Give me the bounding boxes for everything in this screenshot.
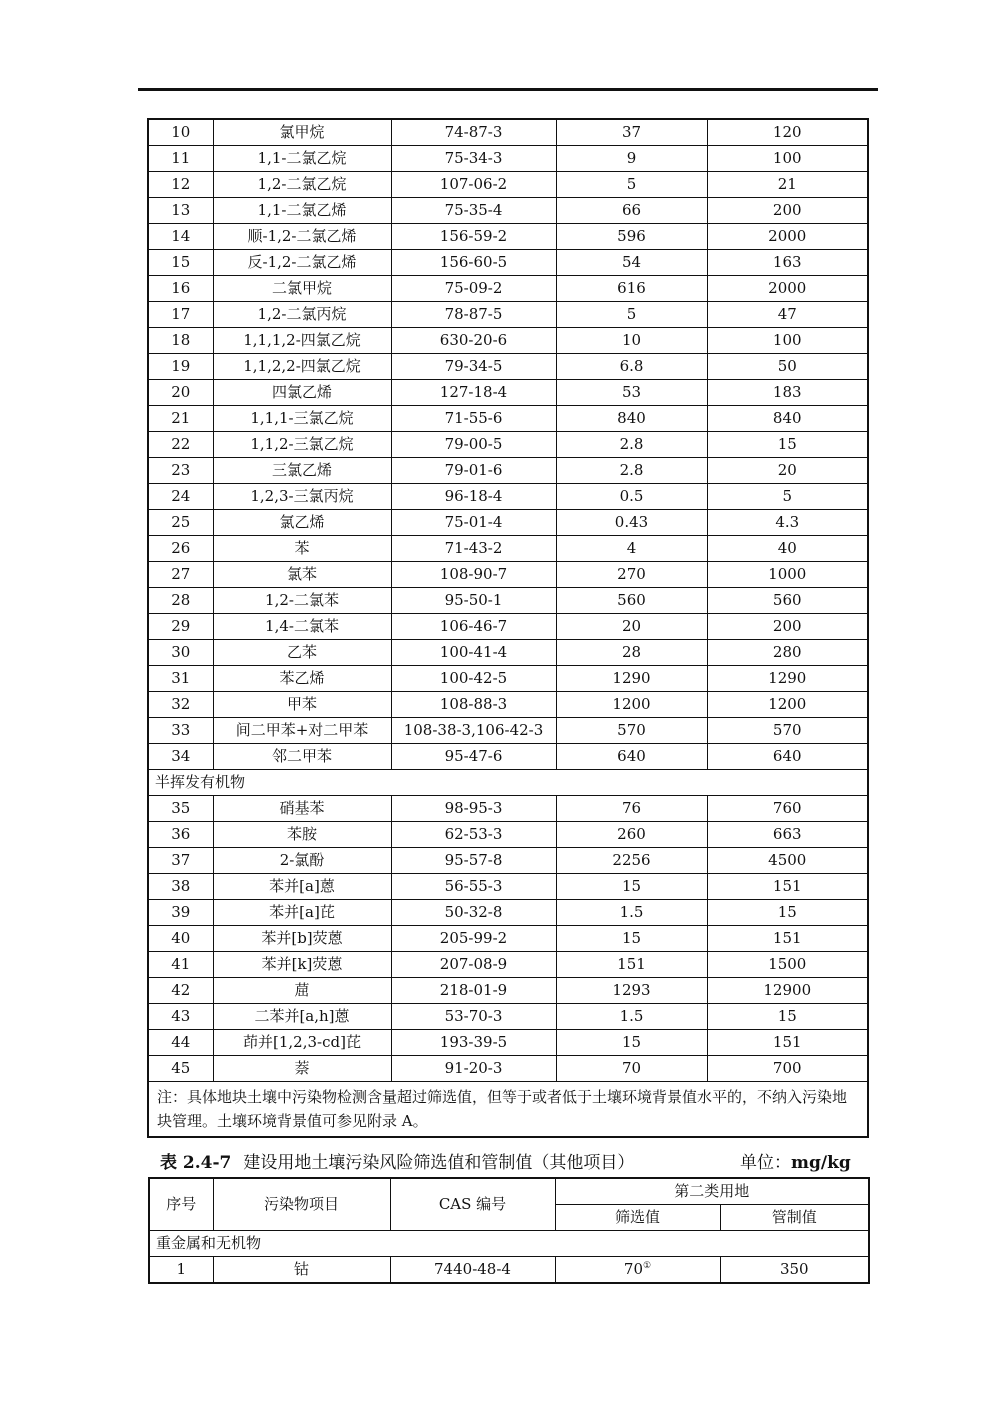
cell-screen: 1293 xyxy=(556,978,707,1004)
cell-name: 氯甲烷 xyxy=(213,119,391,146)
table-row xyxy=(148,1004,868,1030)
cell-screen: 151 xyxy=(556,952,707,978)
cell-no: 26 xyxy=(148,536,213,562)
cell-name: 1,1,2,2-四氯乙烷 xyxy=(213,354,391,380)
cell-screen: 0.5 xyxy=(556,484,707,510)
header-control: 管制值 xyxy=(720,1205,869,1231)
table-caption xyxy=(160,1152,860,1174)
table-row xyxy=(148,1056,868,1082)
cell-control: 5 xyxy=(707,484,868,510)
cell-screen: 1200 xyxy=(556,692,707,718)
cell-no: 1 xyxy=(149,1257,213,1284)
cell-name: 四氯乙烯 xyxy=(213,380,391,406)
cell-name: 1,1-二氯乙烯 xyxy=(213,198,391,224)
cell-cas: 98-95-3 xyxy=(391,796,556,822)
caption-number: 表 2.4-7 xyxy=(160,1153,232,1173)
cell-no: 23 xyxy=(148,458,213,484)
table-row xyxy=(148,510,868,536)
cell-name: 䓛 xyxy=(213,978,391,1004)
cell-control: 15 xyxy=(707,1004,868,1030)
cell-screen: 10 xyxy=(556,328,707,354)
cell-no: 42 xyxy=(148,978,213,1004)
cell-control: 151 xyxy=(707,874,868,900)
header-item: 污染物项目 xyxy=(213,1178,390,1231)
table-row xyxy=(148,536,868,562)
cell-screen xyxy=(555,1257,720,1284)
cell-screen: 616 xyxy=(556,276,707,302)
cell-screen: 2.8 xyxy=(556,458,707,484)
cell-control: 760 xyxy=(707,796,868,822)
cell-cas: 75-09-2 xyxy=(391,276,556,302)
cell-no: 28 xyxy=(148,588,213,614)
table-row xyxy=(148,614,868,640)
unit-label: 单位： xyxy=(740,1153,791,1173)
cell-no: 45 xyxy=(148,1056,213,1082)
cell-screen: 5 xyxy=(556,172,707,198)
table-row xyxy=(148,302,868,328)
footnote-marker: ① xyxy=(643,1261,652,1271)
cell-control: 21 xyxy=(707,172,868,198)
cell-name: 顺-1,2-二氯乙烯 xyxy=(213,224,391,250)
page-header-rule xyxy=(138,88,878,91)
cell-control: 1200 xyxy=(707,692,868,718)
cell-no: 15 xyxy=(148,250,213,276)
cell-cas: 630-20-6 xyxy=(391,328,556,354)
cell-control: 640 xyxy=(707,744,868,770)
table-row xyxy=(148,276,868,302)
table-row xyxy=(148,146,868,172)
cell-no: 12 xyxy=(148,172,213,198)
volatile-rows xyxy=(148,119,868,770)
cell-cas: 100-41-4 xyxy=(391,640,556,666)
cell-cas: 7440-48-4 xyxy=(390,1257,555,1284)
cell-control: 280 xyxy=(707,640,868,666)
caption-title: 建设用地土壤污染风险筛选值和管制值（其他项目） xyxy=(243,1153,635,1173)
cell-name: 氯乙烯 xyxy=(213,510,391,536)
cell-screen: 1290 xyxy=(556,666,707,692)
cell-screen: 9 xyxy=(556,146,707,172)
cell-screen: 2.8 xyxy=(556,432,707,458)
cell-cas: 108-88-3 xyxy=(391,692,556,718)
cell-screen: 260 xyxy=(556,822,707,848)
cell-name: 硝基苯 xyxy=(213,796,391,822)
cell-control: 1290 xyxy=(707,666,868,692)
cell-cas: 71-55-6 xyxy=(391,406,556,432)
cell-control: 4500 xyxy=(707,848,868,874)
cell-control: 4.3 xyxy=(707,510,868,536)
cell-no: 25 xyxy=(148,510,213,536)
cell-name: 乙苯 xyxy=(213,640,391,666)
cell-screen: 0.43 xyxy=(556,510,707,536)
cell-cas: 127-18-4 xyxy=(391,380,556,406)
cell-control: 100 xyxy=(707,328,868,354)
cell-no: 44 xyxy=(148,1030,213,1056)
unit-value: mg/kg xyxy=(791,1153,851,1173)
cell-name: 1,1-二氯乙烷 xyxy=(213,146,391,172)
cell-name: 2-氯酚 xyxy=(213,848,391,874)
cell-no: 27 xyxy=(148,562,213,588)
header-land-class: 第二类用地 xyxy=(555,1178,869,1205)
cell-no: 14 xyxy=(148,224,213,250)
cell-screen: 270 xyxy=(556,562,707,588)
cell-screen: 570 xyxy=(556,718,707,744)
cell-screen: 560 xyxy=(556,588,707,614)
cell-screen: 840 xyxy=(556,406,707,432)
table-row xyxy=(148,250,868,276)
cell-cas: 156-59-2 xyxy=(391,224,556,250)
cell-cas: 95-50-1 xyxy=(391,588,556,614)
cell-no: 21 xyxy=(148,406,213,432)
cell-name: 1,2-二氯苯 xyxy=(213,588,391,614)
cell-name: 三氯乙烯 xyxy=(213,458,391,484)
cell-name: 间二甲苯+对二甲苯 xyxy=(213,718,391,744)
table-row xyxy=(149,1257,869,1284)
cell-name: 钴 xyxy=(213,1257,390,1284)
cell-no: 19 xyxy=(148,354,213,380)
cell-screen: 54 xyxy=(556,250,707,276)
table-row xyxy=(148,484,868,510)
table-row xyxy=(148,848,868,874)
table-row xyxy=(148,119,868,146)
cell-no: 32 xyxy=(148,692,213,718)
cell-name: 萘 xyxy=(213,1056,391,1082)
cell-control: 20 xyxy=(707,458,868,484)
cell-no: 29 xyxy=(148,614,213,640)
cell-cas: 79-00-5 xyxy=(391,432,556,458)
cell-cas: 50-32-8 xyxy=(391,900,556,926)
cell-screen: 6.8 xyxy=(556,354,707,380)
table-row xyxy=(148,328,868,354)
group-label: 半挥发有机物 xyxy=(148,770,868,796)
table-row xyxy=(148,458,868,484)
cell-control: 100 xyxy=(707,146,868,172)
cell-name: 苯并[b]荧蒽 xyxy=(213,926,391,952)
group-row-metals xyxy=(149,1231,869,1257)
semivolatile-rows xyxy=(148,796,868,1082)
cell-name: 苯乙烯 xyxy=(213,666,391,692)
cell-no: 30 xyxy=(148,640,213,666)
pollutant-table-continued xyxy=(147,118,869,1138)
table-row xyxy=(148,562,868,588)
cell-no: 20 xyxy=(148,380,213,406)
table-row xyxy=(148,224,868,250)
cell-no: 33 xyxy=(148,718,213,744)
cell-control: 50 xyxy=(707,354,868,380)
cell-name: 二苯并[a,h]蒽 xyxy=(213,1004,391,1030)
cell-cas: 108-38-3,106-42-3 xyxy=(391,718,556,744)
cell-no: 43 xyxy=(148,1004,213,1030)
table-row xyxy=(148,900,868,926)
cell-no: 34 xyxy=(148,744,213,770)
table-row xyxy=(148,744,868,770)
table-row xyxy=(148,432,868,458)
cell-screen: 28 xyxy=(556,640,707,666)
cell-name: 茚并[1,2,3-cd]芘 xyxy=(213,1030,391,1056)
cell-name: 苯并[a]芘 xyxy=(213,900,391,926)
cell-control: 1500 xyxy=(707,952,868,978)
cell-no: 17 xyxy=(148,302,213,328)
cell-cas: 75-35-4 xyxy=(391,198,556,224)
table-row xyxy=(148,822,868,848)
cell-screen: 596 xyxy=(556,224,707,250)
cell-screen: 5 xyxy=(556,302,707,328)
cell-name: 苯并[k]荧蒽 xyxy=(213,952,391,978)
screen-value: 70 xyxy=(623,1260,643,1278)
cell-no: 37 xyxy=(148,848,213,874)
cell-screen: 15 xyxy=(556,874,707,900)
caption-unit xyxy=(740,1152,851,1174)
cell-screen: 37 xyxy=(556,119,707,146)
cell-screen: 76 xyxy=(556,796,707,822)
cell-name: 苯并[a]蒽 xyxy=(213,874,391,900)
other-items-table xyxy=(148,1177,870,1284)
table-row xyxy=(148,692,868,718)
cell-screen: 20 xyxy=(556,614,707,640)
cell-name: 二氯甲烷 xyxy=(213,276,391,302)
cell-control: 200 xyxy=(707,614,868,640)
cell-screen: 15 xyxy=(556,926,707,952)
cell-cas: 75-01-4 xyxy=(391,510,556,536)
cell-cas: 95-47-6 xyxy=(391,744,556,770)
cell-name: 1,2,3-三氯丙烷 xyxy=(213,484,391,510)
table-row xyxy=(148,666,868,692)
table-note: 注：具体地块土壤中污染物检测含量超过筛选值，但等于或者低于土壤环境背景值水平的，不纳入污染地块管理。土壤环境背景值可参见附录 A。 xyxy=(148,1082,868,1138)
cell-screen: 66 xyxy=(556,198,707,224)
cell-no: 31 xyxy=(148,666,213,692)
cell-control: 350 xyxy=(720,1257,869,1284)
table-row xyxy=(148,952,868,978)
cell-control: 15 xyxy=(707,900,868,926)
table-row xyxy=(148,796,868,822)
table-row xyxy=(148,198,868,224)
table-note-row xyxy=(148,1082,868,1138)
cell-screen: 15 xyxy=(556,1030,707,1056)
table-row xyxy=(148,588,868,614)
cell-no: 35 xyxy=(148,796,213,822)
header-row xyxy=(149,1178,869,1205)
table-row xyxy=(148,1030,868,1056)
cell-cas: 79-01-6 xyxy=(391,458,556,484)
table-row xyxy=(148,406,868,432)
cell-name: 1,2-二氯乙烷 xyxy=(213,172,391,198)
cell-control: 840 xyxy=(707,406,868,432)
cell-control: 12900 xyxy=(707,978,868,1004)
cell-no: 39 xyxy=(148,900,213,926)
group-label: 重金属和无机物 xyxy=(149,1231,869,1257)
cell-control: 151 xyxy=(707,926,868,952)
cell-name: 1,2-二氯丙烷 xyxy=(213,302,391,328)
table-row xyxy=(148,354,868,380)
cell-name: 1,1,1,2-四氯乙烷 xyxy=(213,328,391,354)
cell-name: 苯 xyxy=(213,536,391,562)
cell-cas: 156-60-5 xyxy=(391,250,556,276)
cell-cas: 207-08-9 xyxy=(391,952,556,978)
cell-cas: 56-55-3 xyxy=(391,874,556,900)
cell-control: 47 xyxy=(707,302,868,328)
table-row xyxy=(148,978,868,1004)
cell-cas: 100-42-5 xyxy=(391,666,556,692)
cell-control: 151 xyxy=(707,1030,868,1056)
cell-screen: 53 xyxy=(556,380,707,406)
cell-control: 700 xyxy=(707,1056,868,1082)
cell-no: 13 xyxy=(148,198,213,224)
cell-no: 36 xyxy=(148,822,213,848)
cell-screen: 1.5 xyxy=(556,1004,707,1030)
cell-no: 38 xyxy=(148,874,213,900)
cell-no: 10 xyxy=(148,119,213,146)
header-screen: 筛选值 xyxy=(555,1205,720,1231)
cell-screen: 1.5 xyxy=(556,900,707,926)
cell-cas: 75-34-3 xyxy=(391,146,556,172)
cell-cas: 96-18-4 xyxy=(391,484,556,510)
cell-name: 邻二甲苯 xyxy=(213,744,391,770)
cell-no: 24 xyxy=(148,484,213,510)
cell-cas: 108-90-7 xyxy=(391,562,556,588)
cell-name: 1,1,2-三氯乙烷 xyxy=(213,432,391,458)
cell-cas: 218-01-9 xyxy=(391,978,556,1004)
header-no: 序号 xyxy=(149,1178,213,1231)
cell-cas: 205-99-2 xyxy=(391,926,556,952)
cell-control: 560 xyxy=(707,588,868,614)
cell-name: 1,4-二氯苯 xyxy=(213,614,391,640)
group-row-semivolatile xyxy=(148,770,868,796)
cell-control: 15 xyxy=(707,432,868,458)
cell-name: 1,1,1-三氯乙烷 xyxy=(213,406,391,432)
cell-no: 22 xyxy=(148,432,213,458)
cell-cas: 106-46-7 xyxy=(391,614,556,640)
cell-cas: 95-57-8 xyxy=(391,848,556,874)
cell-cas: 91-20-3 xyxy=(391,1056,556,1082)
table-row xyxy=(148,172,868,198)
cell-no: 40 xyxy=(148,926,213,952)
cell-control: 120 xyxy=(707,119,868,146)
cell-no: 16 xyxy=(148,276,213,302)
table-row xyxy=(148,380,868,406)
cell-cas: 74-87-3 xyxy=(391,119,556,146)
cell-cas: 78-87-5 xyxy=(391,302,556,328)
cell-cas: 71-43-2 xyxy=(391,536,556,562)
cell-control: 570 xyxy=(707,718,868,744)
cell-control: 163 xyxy=(707,250,868,276)
table-row xyxy=(148,640,868,666)
cell-control: 183 xyxy=(707,380,868,406)
cell-screen: 4 xyxy=(556,536,707,562)
table-row xyxy=(148,926,868,952)
cell-control: 663 xyxy=(707,822,868,848)
cell-cas: 62-53-3 xyxy=(391,822,556,848)
cell-cas: 107-06-2 xyxy=(391,172,556,198)
cell-control: 2000 xyxy=(707,224,868,250)
table-row xyxy=(148,874,868,900)
cell-no: 18 xyxy=(148,328,213,354)
cell-screen: 2256 xyxy=(556,848,707,874)
cell-name: 反-1,2-二氯乙烯 xyxy=(213,250,391,276)
header-cas: CAS 编号 xyxy=(390,1178,555,1231)
cell-name: 氯苯 xyxy=(213,562,391,588)
cell-control: 40 xyxy=(707,536,868,562)
cell-screen: 640 xyxy=(556,744,707,770)
cell-name: 苯胺 xyxy=(213,822,391,848)
cell-no: 11 xyxy=(148,146,213,172)
cell-control: 1000 xyxy=(707,562,868,588)
cell-cas: 53-70-3 xyxy=(391,1004,556,1030)
cell-control: 2000 xyxy=(707,276,868,302)
cell-control: 200 xyxy=(707,198,868,224)
table-row xyxy=(148,718,868,744)
cell-screen: 70 xyxy=(556,1056,707,1082)
cell-cas: 79-34-5 xyxy=(391,354,556,380)
cell-no: 41 xyxy=(148,952,213,978)
cell-name: 甲苯 xyxy=(213,692,391,718)
cell-cas: 193-39-5 xyxy=(391,1030,556,1056)
